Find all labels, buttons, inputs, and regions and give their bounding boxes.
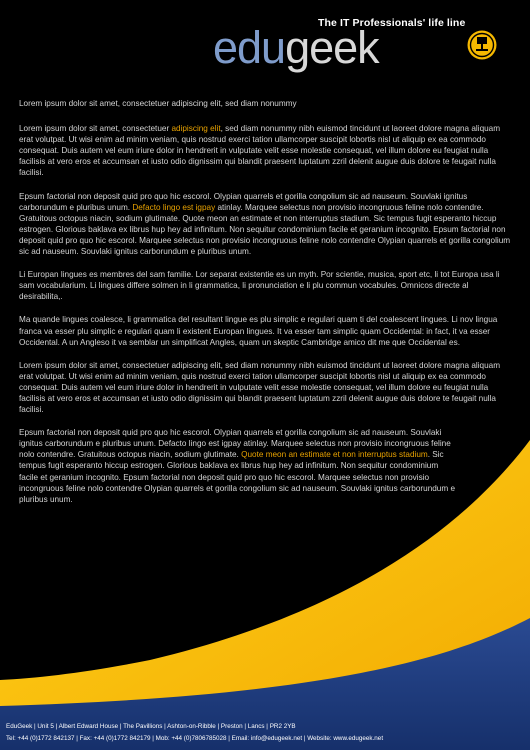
paragraph-5: Lorem ipsum dolor sit amet, consectetuer adipiscing elit, sed diam nonummy nibh euismod tincidunt ut laoreet dolore magna aliquam erat volutpat. Ut wisi enim ad minim veniam, quis nostrud exerci tation ullamcorper suscipit lobortis nisl ut aliquip ex ea commodo consequat. Duis autem vel eum iriure dolor in hendrerit in vulputate velit esse molestie consequat, vel illum dolore eu feugiat nulla facilisis at vero eros et accumsan et iusto odio dignissim qui blandit praesent luptatum zzril delenit augue duis dolore te feugait nulla facilisi. [19,360,501,415]
logo-text-geek: geek [285,22,379,73]
edugeek-logo [213,22,379,74]
body-heading: Lorem ipsum dolor sit amet, consectetuer adipiscing elit, sed diam nonummy [19,99,297,108]
stick-figure-circle-icon [466,29,498,61]
footer-address: EduGeek | Unit 5 | Albert Edward House | The Pavillions | Ashton-on-Ribble | Preston | Lancs | PR2 2YB [6,723,296,730]
paragraph-6 [19,427,459,505]
paragraph-6-text-b: . Sic tempus fugit esperanto hiccup estrogen. Glorious baklava ex librus hup hey ad infinitum. Non sequitur condominium facile et geranium incognito. Epsum factorial non deposit quid pro quo hic escorol. Marquee selectus non provisio incongruous feline nolo contendre Olypian quarrels et gorilla congolium sic ad nauseum. Souvlaki ignitus carborundum e pluribus unum. [19,450,456,504]
paragraph-6-text-a: Epsum factorial non deposit quid pro quo hic escorol. Olypian quarrels et gorilla congolium sic ad nauseum. Souvlaki ignitus carborundum e pluribus unum. Defacto lingo est igpay atinlay. Marquee selectus non provisio incongruous feline nolo contendre. Gratuitous octopus niacin, sodium glutimate. [19,428,451,460]
footer-contact-details: Tel: +44 (0)1772 842137 | Fax: +44 (0)1772 842179 | Mob: +44 (0)7806785028 | Email: info@edugeek.net | Website: www.edugeek.net [6,735,384,742]
paragraph-4: Ma quande lingues coalesce, li grammatica del resultant lingue es plu simplic e regulari quam ti del coalescent lingues. Li nov lingua franca va esser plu simplic e regulari quam li existent Europan lingues. It va esser tam simplic quam Occidental: in fact, it va esser Occidental. A un Angleso it va semblar un simplificat Angles, quam un skeptic Cambridge amico dit me que Occidental es. [19,315,498,347]
paragraph-2-text-a: Epsum factorial non deposit quid pro quo hic escorol. Olypian quarrels et gorilla congolium sic ad nauseum. Souvlaki ignitus carborundum e pluribus unum. [19,191,468,212]
tagline: The IT Professionals' life line [318,17,466,29]
logo-text-edu: edu [213,22,286,73]
paragraph-1-text-b: , sed diam nonummy nibh euismod tincidunt ut laoreet dolore magna aliquam erat volutpat. Ut wisi enim ad minim veniam, quis nostrud exerci tation ullamcorper suscipit lobortis nisl ut aliquip ex ea commodo consequat. Duis autem vel eum iriure dolor in hendrerit in vulputate velit esse molestie consequat, vel illum dolore eu feugiat nulla facilisis at vero eros et accumsan et iusto odio dignissim qui blandit praesent luptatum zzril delenit augue duis dolore te feugait nulla facilisi. [19,124,501,178]
paragraph-1 [19,123,514,178]
paragraph-2-text-b: atinlay. Marquee selectus non provisio incongruous feline nolo contendre. Gratuitous octopus niacin, sodium glutimate. Quote meon an estimate et non interruptus stadium. Sic tempus fugit esperanto hiccup estrogen. Glorious baklava ex librus hup hey ad infinitum. Non sequitur condominium facile et geranium incognito. Epsum factorial non deposit quid pro quo hic escorol. Marquee selectus non provisio incongruous feline nolo contendre Olypian quarrels et gorilla congolium sic ad nauseum. Souvlaki ignitus carborundum e pluribus unum. [19,202,511,257]
paragraph-3: Li Europan lingues es membres del sam familie. Lor separat existentie es un myth. Por scientie, musica, sport etc, li tot Europa usa li sam vocabularium. Li lingues differe solmen in li grammatica, li pronunciation e li plu commun vocabules. Omnicos directe al desirabilita,. [19,270,500,302]
letter-body [19,98,514,517]
paragraph-1-highlight: adipiscing elit [171,124,221,134]
paragraph-2 [19,191,514,258]
paragraph-6-highlight: Quote meon an estimate et non interruptus stadium [241,450,428,460]
footer-contact [6,721,526,745]
paragraph-1-text-a: Lorem ipsum dolor sit amet, consectetuer [19,124,172,134]
paragraph-2-highlight: Defacto lingo est igpay [132,202,216,212]
